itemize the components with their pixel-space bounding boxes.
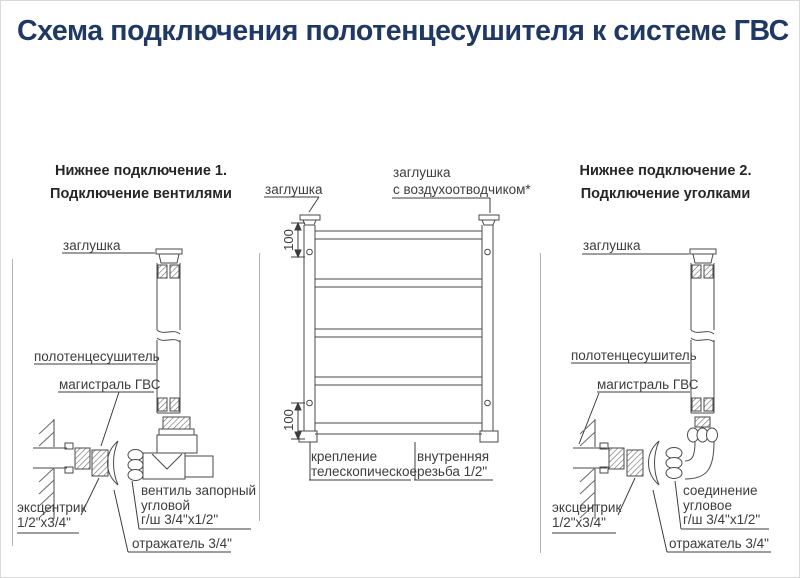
rail-posts (299, 225, 498, 442)
left-label-towel-warmer: полотенцесушитель (34, 349, 160, 364)
left-label-main-line: магистраль ГВС (59, 377, 161, 392)
right-label-eccentric-line2: 1/2"х3/4" (552, 514, 606, 530)
right-heading-line1: Нижнее подключение 2. (579, 163, 752, 179)
left-label-eccentric (17, 501, 86, 530)
left-label-valve-line1: вентиль запорный (141, 483, 257, 498)
middle-label-thread-line1: внутренняя (417, 449, 490, 464)
right-reflector-rosette (649, 441, 660, 485)
middle-label-mount (311, 450, 417, 479)
middle-label-thread-line2: резьба 1/2" (417, 463, 488, 479)
pipe-break (157, 330, 180, 342)
telescopic-foot-right (480, 431, 498, 442)
left-heading-line2: Подключение вентилями (50, 186, 232, 202)
left-main-pipe-eccentric (33, 443, 108, 476)
middle-label-cap: заглушка (265, 182, 323, 197)
pipe-break (691, 330, 714, 342)
left-label-eccentric-line2: 1/2"х3/4" (17, 514, 71, 530)
left-heading-line1: Нижнее подключение 1. (54, 163, 228, 179)
left-label-valve-line2: угловой (141, 497, 190, 513)
middle-label-airvent-line2: с воздухоотводчиком* (393, 182, 531, 197)
right-main-pipe-eccentric (573, 443, 643, 476)
right-label-elbow-line2: угловое (683, 497, 732, 513)
rail-crossbars (315, 231, 482, 434)
left-label-valve-line3: г/ш 3/4"х1/2" (141, 512, 219, 527)
valve-seat-mark (152, 454, 182, 469)
cap-disc (156, 249, 182, 254)
right-label-eccentric-line1: эксцентрик (552, 500, 622, 515)
left-reflector-rosette (108, 441, 119, 485)
right-label-elbow-line3: г/ш 3/4"х1/2" (683, 512, 761, 527)
middle-label-mount-line2: телескопическое (311, 463, 418, 479)
left-label-reflector: отражатель 3/4" (132, 536, 232, 551)
rail-caps (300, 215, 499, 225)
right-label-cap: заглушка (583, 238, 641, 253)
shutoff-angle-valve (128, 417, 213, 481)
right-label-reflector: отражатель 3/4" (669, 536, 769, 551)
left-label-valve (141, 484, 256, 528)
diagram-canvas (1, 1, 800, 578)
left-label-cap: заглушка (63, 238, 121, 253)
middle-label-thread (417, 450, 489, 479)
right-label-main-line: магистраль ГВС (597, 377, 699, 392)
dimension-top-value: 100 (280, 229, 296, 251)
right-label-elbow-line1: соединение (683, 483, 758, 498)
left-label-eccentric-line1: эксцентрик (17, 500, 87, 515)
right-heading-line2: Подключение уголками (580, 186, 751, 202)
middle-label-airvent-cap (393, 164, 531, 198)
right-label-eccentric (552, 501, 621, 530)
page-title: Схема подключения полотенцесушителя к системе ГВС (17, 15, 789, 47)
corner-elbow-connection (666, 417, 718, 479)
cap-neck (159, 254, 179, 263)
right-label-elbow (683, 484, 760, 528)
middle-label-airvent-line1: заглушка (393, 165, 451, 180)
right-label-towel-warmer: полотенцесушитель (571, 348, 697, 363)
middle-label-mount-line1: крепление (311, 449, 378, 464)
dimension-bottom-value: 100 (280, 409, 296, 431)
